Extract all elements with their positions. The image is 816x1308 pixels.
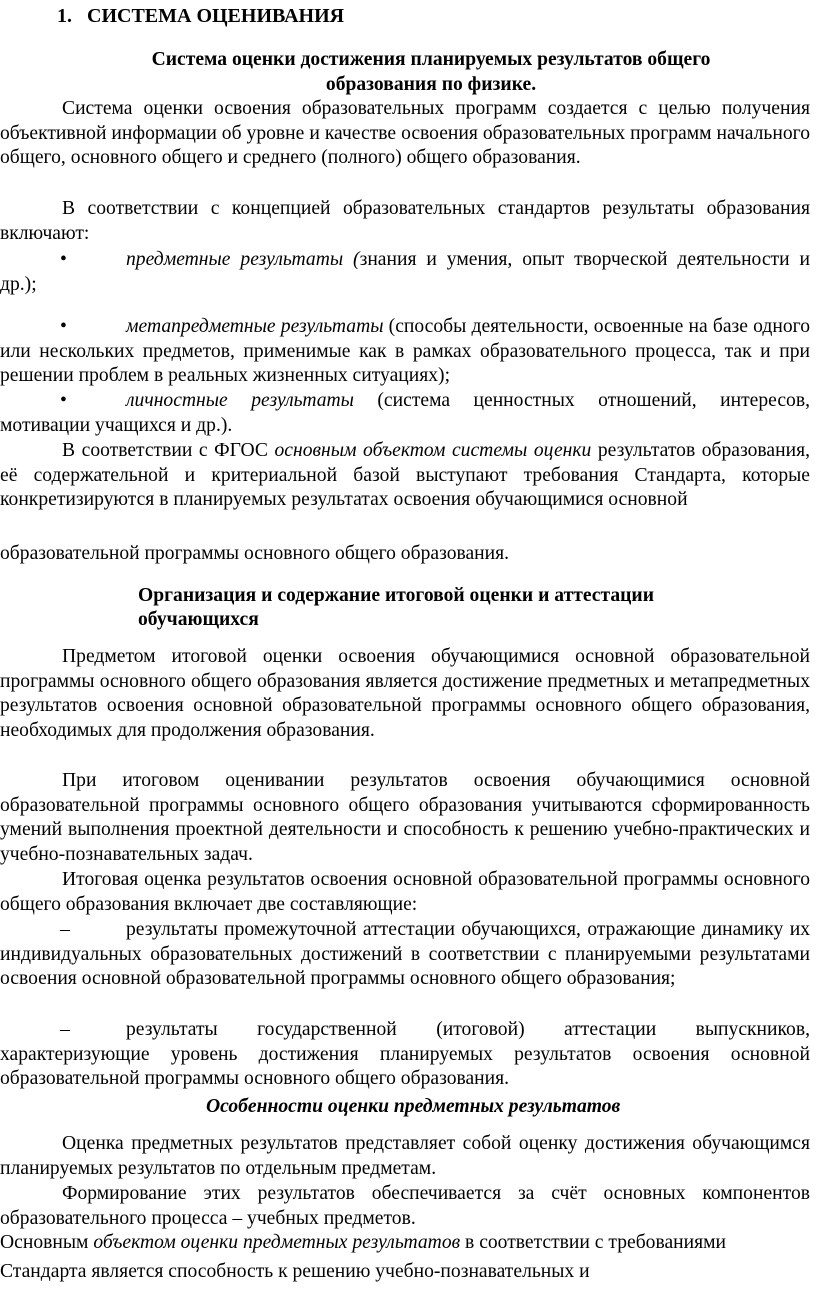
bullet-mark: • (60, 316, 67, 337)
dash-item-interim-results (0, 918, 810, 992)
section1-paragraph-1: Система оценки освоения образовательных программ создается с целью получения объективной информации об уровне и качестве освоения образовательных программ начального общего, основного общего и среднего (полного) общего образования. (0, 98, 810, 169)
section2-title-line1: Организация и содержание итоговой оценки и аттестации (138, 585, 654, 606)
section3-paragraph-1: Оценка предметных результатов представляет собой оценку достижения обучающимся планируемых результатов по отдельным предметам. (0, 1133, 810, 1179)
heading-title: СИСТЕМА ОЦЕНИВАНИЯ (87, 5, 345, 27)
bullet-italic-term: метапредметные результаты (126, 316, 384, 337)
dash-text: результаты государственной (итоговой) аттестации выпускников, характеризующие уровень достижения планируемых результатов освоения основной образовательной программы основного общего образования. (0, 1019, 810, 1090)
paragraph-text: В соответствии с ФГОС (62, 440, 275, 461)
paragraph-italic-term: объектом оценки предметных результатов (93, 1232, 461, 1253)
section1-title-line2: образования по физике. (325, 74, 537, 95)
section2-paragraph-1: Предметом итоговой оценки освоения обучающимися основной образовательной программы основного общего образования является достижение предметных и метапредметных результатов освоения основной образовательной программы основного общего образования, необходимых для продолжения образования. (0, 646, 810, 741)
bullet-text: (способы деятельности, освоенные на базе одного или нескольких предметов, применимые как в рамках образовательного процесса, так и при решении проблем в реальных жизненных ситуациях); (0, 316, 810, 387)
bullet-mark: • (60, 249, 67, 270)
section2-title-line2: обучающихся (138, 609, 259, 630)
paragraph-italic-term: основным объектом системы оценки (274, 440, 592, 461)
dash-item-state-attestation (0, 1018, 810, 1092)
section3-paragraph-4: Стандарта является способность к решению учебно-познавательных и (0, 1261, 590, 1282)
section2-paragraph-2: При итоговом оценивании результатов освоения обучающимися основной образовательной программы основного общего образования учитываются сформированность умений выполнения проектной деятельности и способность к решению учебно-практических и учебно-познавательных задач. (0, 770, 810, 865)
section1-paragraph-2: В соответствии с концепцией образовательных стандартов результаты образования включают: (0, 198, 810, 244)
paragraph-text: Основным (0, 1232, 94, 1253)
bullet-text: знания и умения, опыт творческой деятельности и др.); (0, 249, 810, 295)
dash-text: результаты промежуточной аттестации обучающихся, отражающие динамику их индивидуальных образовательных достижений в соответствии с планируемыми результатами освоения основной образовательной программы основного общего образования; (0, 919, 810, 990)
bullet-item-subject-results (0, 248, 810, 297)
paragraph-text: результатов образования, её содержательной и критериальной базой выступают требования Стандарта, которые конкретизируются в планируемых результатах освоения обучающимися основной (0, 440, 810, 511)
dash-mark: – (60, 1019, 70, 1040)
section1-paragraph-3-tail: образовательной программы основного общего образования. (0, 543, 510, 564)
section3-title: Особенности оценки предметных результатов (206, 1096, 621, 1117)
paragraph-text: в соответствии с требованиями (460, 1232, 727, 1253)
heading-number: 1. (57, 5, 72, 27)
bullet-italic-term: личностные результаты (126, 390, 354, 411)
section3-paragraph-2: Формирование этих результатов обеспечивается за счёт основных компонентов образовательного процесса – учебных предметов. (0, 1183, 810, 1229)
section2-paragraph-3: Итоговая оценка результатов освоения основной образовательной программы основного общего образования включает две составляющие: (0, 869, 810, 915)
bullet-italic-term: предметные результаты ( (126, 249, 360, 270)
bullet-text: (система ценностных отношений, интересов, мотивации учащихся и др.). (0, 390, 810, 436)
section1-title-line1: Система оценки достижения планируемых результатов общего (151, 49, 711, 70)
section1-paragraph-3 (0, 439, 810, 513)
bullet-mark: • (60, 390, 67, 411)
bullet-item-personal-results (0, 389, 810, 438)
bullet-item-meta-results (0, 315, 810, 389)
section3-paragraph-3 (0, 1231, 810, 1256)
dash-mark: – (60, 919, 70, 940)
document-heading (57, 4, 344, 29)
